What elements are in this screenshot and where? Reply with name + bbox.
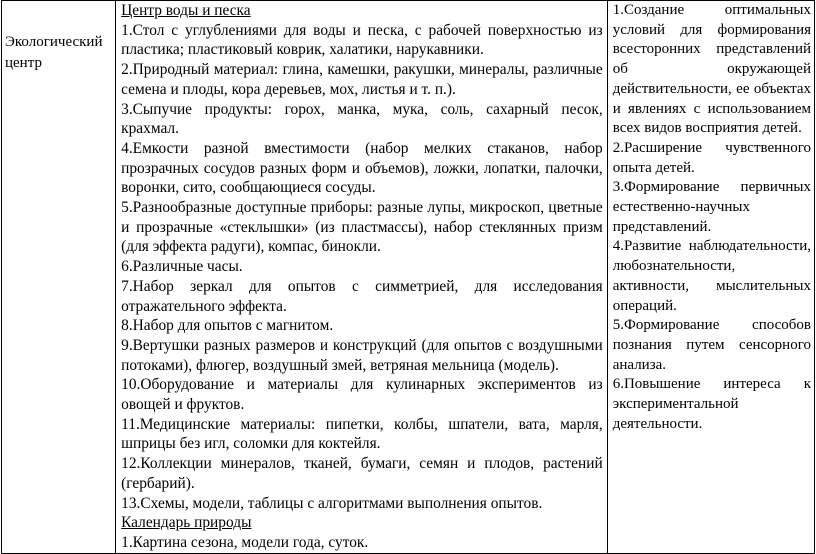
equipment-list xyxy=(116,1,607,553)
goal-item: 1.Создание оптимальных условий для формирования всесторонних представлений об окружающей действительности, ее объектах и явлениях с использованием всех видов восприятия детей. xyxy=(612,2,811,137)
list-item: 2.Природный материал: глина, камешки, ракушки, минералы, различные семена и плоды, кора деревьев, мох, листья и т. п.). xyxy=(121,61,603,98)
section-heading-nature-calendar: Календарь природы xyxy=(121,514,252,532)
section-heading-water-sand: Центр воды и песка xyxy=(121,2,251,19)
center-name-cell xyxy=(2,1,116,554)
goals-list xyxy=(608,1,814,434)
goal-item: 6.Повышение интереса к экспериментальной деятельности. xyxy=(612,376,811,432)
list-item: 4.Емкости разной вместимости (набор мелких стаканов, набор прозрачных сосудов разных форм и объемов), ложки, лопатки, палочки, воронки, сито, сообщающиеся сосуды. xyxy=(121,139,603,197)
list-item: 9.Вертушки разных размеров и конструкций (для опытов с воздушными потоками), флюгер, воздушный змей, ветряная мельница (модель). xyxy=(121,336,603,374)
list-item: 3.Сыпучие продукты: горох, манка, мука, соль, сахарный песок, крахмал. xyxy=(121,100,603,138)
content-table xyxy=(1,0,815,554)
list-item: 12.Коллекции минералов, тканей, бумаги, семян и плодов, растений (гербарий). xyxy=(121,455,603,492)
list-item: 1.Стол с углублениями для воды и песка, с рабочей поверхностью из пластика; пластиковый коврик, халатики, нарукавники. xyxy=(121,21,603,59)
goal-item: 4.Развитие наблюдательности, любознательности, активности, мыслительных операций. xyxy=(612,238,811,314)
goal-item: 2.Расширение чувственного опыта детей. xyxy=(612,139,811,176)
goals-cell xyxy=(607,1,814,554)
equipment-cell xyxy=(116,1,608,554)
list-item: 10.Оборудование и материалы для кулинарных экспериментов из овощей и фруктов. xyxy=(121,376,603,414)
list-item: 8.Набор для опытов с магнитом. xyxy=(121,317,334,335)
list-item: 1.Картина сезона, модели года, суток. xyxy=(121,533,369,551)
table-row xyxy=(2,1,815,554)
center-name: Экологический центр xyxy=(5,34,103,71)
list-item: 6.Различные часы. xyxy=(121,258,243,276)
list-item: 11.Медицинские материалы: пипетки, колбы, шпатели, вата, марля, шприцы без игл, соломки для коктейля. xyxy=(121,415,603,453)
goal-item: 5.Формирование способов познания путем сенсорного анализа. xyxy=(612,317,811,373)
goal-item: 3.Формирование первичных естественно-научных представлений. xyxy=(612,179,811,235)
list-item: 7.Набор зеркал для опытов с симметрией, для исследования отражательного эффекта. xyxy=(121,277,603,315)
list-item: 13.Схемы, модели, таблицы с алгоритмами выполнения опытов. xyxy=(121,494,543,512)
list-item: 5.Разнообразные доступные приборы: разные лупы, микроскоп, цветные и прозрачные «стеклышки» (из пластмассы), набор стеклянных призм (для эффекта радуги), компас, бинокли. xyxy=(121,199,603,256)
